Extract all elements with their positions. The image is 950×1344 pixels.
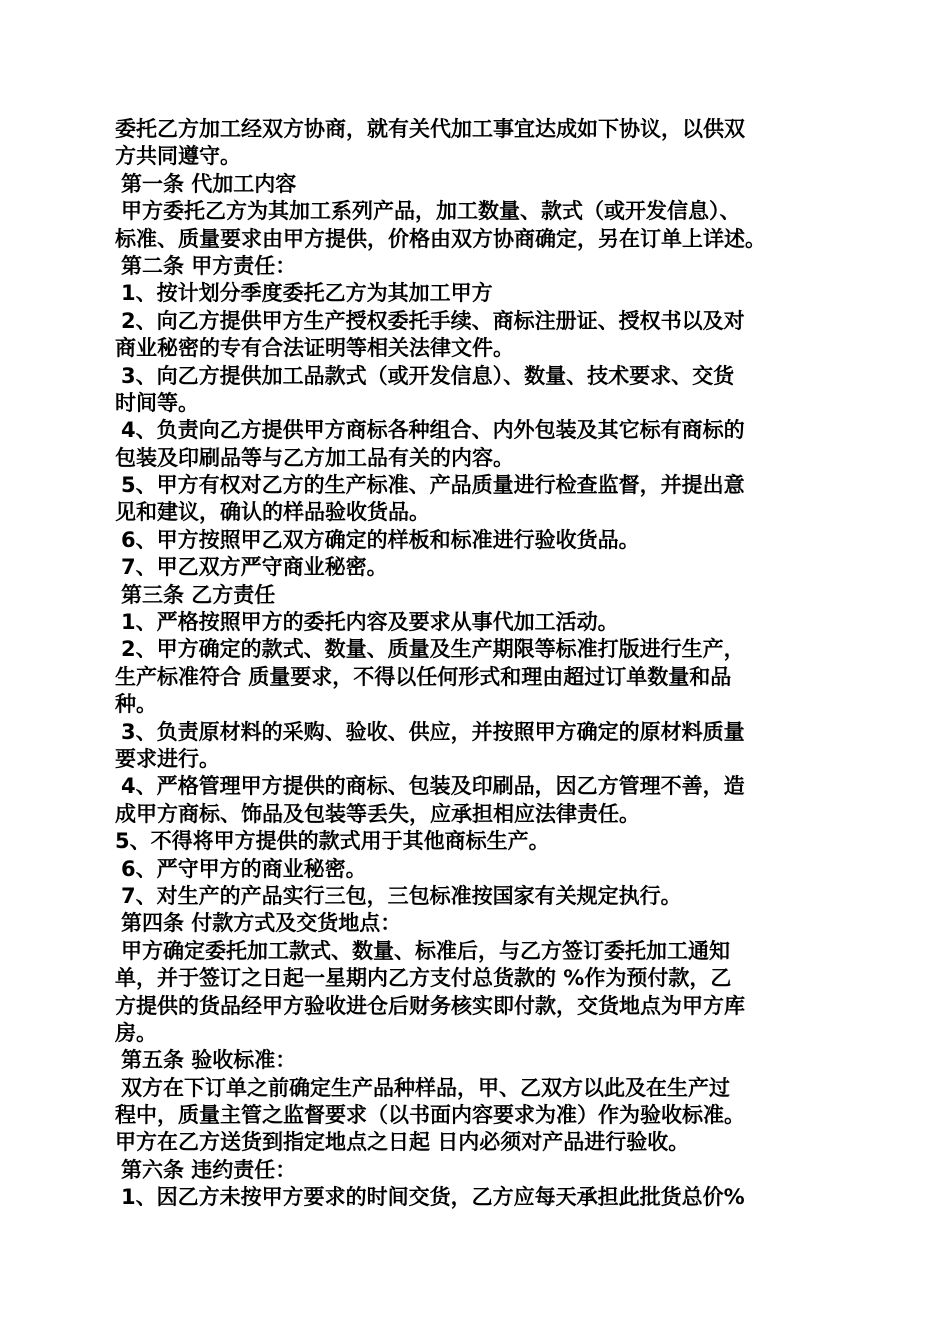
text-line: 1、因乙方未按甲方要求的时间交货，乙方应每天承担此批货总价% xyxy=(121,1185,745,1210)
text-line: 6、严守甲方的商业秘密。 xyxy=(121,856,367,881)
text-line: 2、向乙方提供甲方生产授权委托手续、商标注册证、授权书以及对 xyxy=(121,308,745,333)
text-line: 5、不得将甲方提供的款式用于其他商标生产。 xyxy=(115,829,550,854)
text-line: 甲方确定委托加工款式、数量、标准后，与乙方签订委托加工通知 xyxy=(121,938,730,963)
text-line: 时间等。 xyxy=(115,390,199,415)
text-line: 5、甲方有权对乙方的生产标准、产品质量进行检查监督，并提出意 xyxy=(121,473,745,498)
text-line: 方提供的货品经甲方验收进仓后财务核实即付款，交货地点为甲方库 xyxy=(115,993,745,1018)
text-line: 7、对生产的产品实行三包，三包标准按国家有关规定执行。 xyxy=(121,883,682,908)
text-line: 双方在下订单之前确定生产品种样品，甲、乙双方以此及在生产过 xyxy=(121,1075,730,1100)
text-line: 商业秘密的专有合法证明等相关法律文件。 xyxy=(115,336,514,361)
text-line: 成甲方商标、饰品及包装等丢失，应承担相应法律责任。 xyxy=(115,801,640,826)
text-line: 房。 xyxy=(115,1020,157,1045)
text-line: 标准、质量要求由甲方提供，价格由双方协商确定，另在订单上详述。 xyxy=(115,226,766,251)
text-line: 方共同遵守。 xyxy=(115,144,241,169)
text-line: 第一条 代加工内容 xyxy=(121,171,297,196)
text-line: 4、负责向乙方提供甲方商标各种组合、内外包装及其它标有商标的 xyxy=(121,418,745,443)
text-line: 2、甲方确定的款式、数量、质量及生产期限等标准打版进行生产， xyxy=(121,637,745,662)
text-line: 1、按计划分季度委托乙方为其加工甲方 xyxy=(121,281,493,306)
text-line: 第六条 违约责任： xyxy=(121,1157,297,1182)
text-line: 程中，质量主管之监督要求（以书面内容要求为准）作为验收标准。 xyxy=(115,1103,745,1128)
text-line: 第二条 甲方责任： xyxy=(121,253,297,278)
text-line: 3、向乙方提供加工品款式（或开发信息）、数量、技术要求、交货 xyxy=(121,363,735,388)
text-line: 第四条 付款方式及交货地点： xyxy=(121,911,402,936)
text-line: 生产标准符合 质量要求，不得以任何形式和理由超过订单数量和品 xyxy=(115,664,732,689)
text-line: 包装及印刷品等与乙方加工品有关的内容。 xyxy=(115,445,514,470)
text-line: 6、甲方按照甲乙双方确定的样板和标准进行验收货品。 xyxy=(121,527,640,552)
text-line: 见和建议，确认的样品验收货品。 xyxy=(115,500,430,525)
text-line: 7、甲乙双方严守商业秘密。 xyxy=(121,555,388,580)
text-line: 第三条 乙方责任 xyxy=(121,582,276,607)
text-line: 1、严格按照甲方的委托内容及要求从事代加工活动。 xyxy=(121,610,619,635)
text-line: 委托乙方加工经双方协商，就有关代加工事宜达成如下协议，以供双 xyxy=(115,117,745,141)
text-line: 要求进行。 xyxy=(115,746,220,771)
text-line: 甲方在乙方送货到指定地点之日起 日内必须对产品进行验收。 xyxy=(115,1130,690,1155)
document-page xyxy=(115,116,835,1212)
text-line: 单，并于签订之日起一星期内乙方支付总货款的 %作为预付款，乙 xyxy=(115,966,732,991)
text-line: 3、负责原材料的采购、验收、供应，并按照甲方确定的原材料质量 xyxy=(121,719,745,744)
text-line: 种。 xyxy=(115,692,157,717)
text-line: 第五条 验收标准： xyxy=(121,1048,297,1073)
text-line: 甲方委托乙方为其加工系列产品，加工数量、款式（或开发信息）、 xyxy=(121,199,741,224)
text-line: 4、严格管理甲方提供的商标、包装及印刷品，因乙方管理不善，造 xyxy=(121,774,745,799)
